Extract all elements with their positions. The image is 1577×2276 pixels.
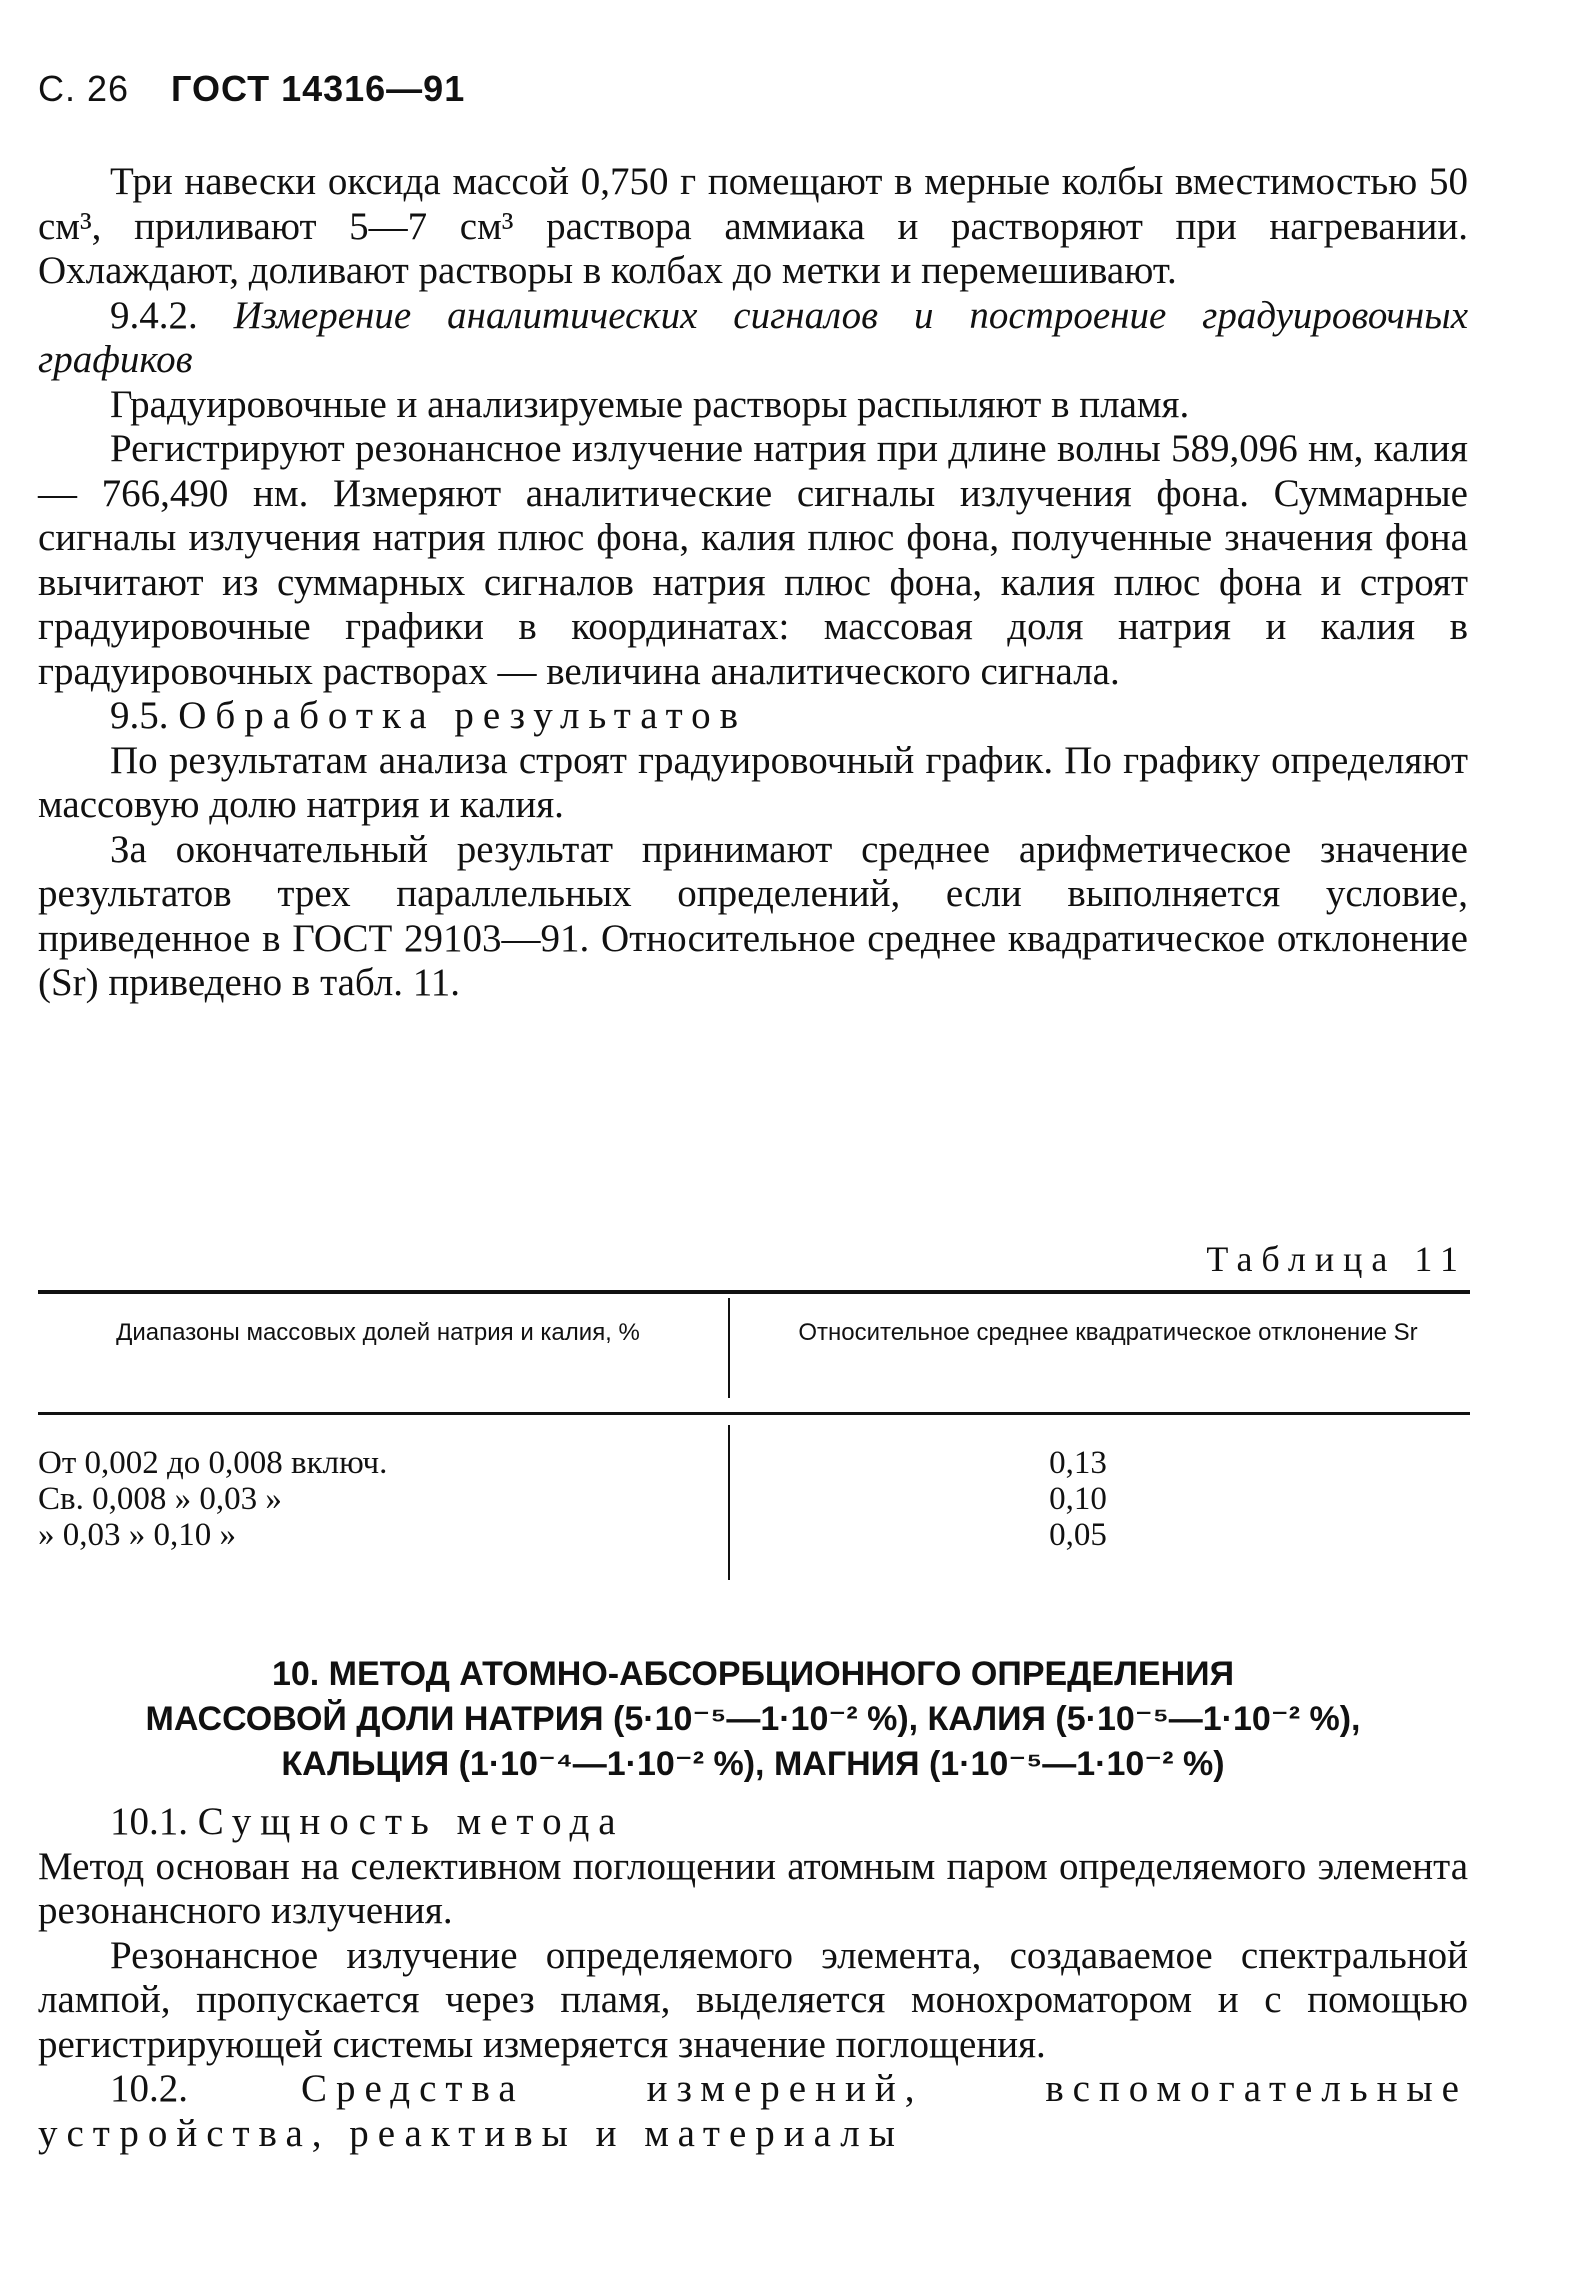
table-divider (728, 1298, 730, 1398)
page-header (38, 68, 465, 110)
body-text-top (38, 160, 1468, 1006)
body-text-bottom (38, 1800, 1468, 2156)
table-cell: Св. 0,008 » 0,03 » (38, 1481, 282, 1517)
subsection-9-4-2: 9.4.2. Измерение аналитических сигналов и построение градуировочных графиков (38, 293, 1468, 381)
table-cell: 0,10 (1049, 1481, 1107, 1517)
table-rule (38, 1412, 1470, 1415)
table-cell: От 0,002 до 0,008 включ. (38, 1445, 388, 1481)
paragraph: Регистрируют резонансное излучение натрия при длине волны 589,096 нм, калия — 766,490 нм. Измеряют аналитические сигналы излучения фона. Суммарные сигналы излучения натрия плюс фона, калия плюс фона, полученные значения фона вычитают из суммарных сигналов натрия плюс фона, калия плюс фона и строят градуировочные графики в координатах: массовая доля натрия и калия в градуировочных растворах — величина аналитического сигнала. (38, 427, 1468, 693)
paragraph: По результатам анализа строят градуировочный график. По графику определяют массовую долю натрия и калия. (38, 738, 1468, 826)
table-rule (38, 1290, 1470, 1294)
standard-code: ГОСТ 14316—91 (171, 68, 466, 109)
table-header-sr: Относительное среднее квадратическое отклонение Sr (798, 1319, 1418, 1346)
subsection-10-1: 10.1. Сущность метода (110, 1800, 625, 1843)
table-header-range: Диапазоны массовых долей натрия и калия, % (116, 1319, 640, 1346)
table-11 (38, 1290, 1470, 1590)
table-caption: Таблица 11 (1206, 1239, 1467, 1279)
table-column-sr (1008, 1445, 1148, 1553)
paragraph: Метод основан на селективном поглощении атомным паром определяемого элемента резонансного излучения. (38, 1844, 1468, 1932)
subsection-9-5: 9.5. Обработка результатов (110, 694, 748, 737)
subsection-title: Измерение аналитических сигналов и построение градуировочных графиков (38, 293, 1468, 381)
table-cell: 0,05 (1049, 1517, 1107, 1553)
table-column-range (38, 1445, 387, 1553)
subsection-title: Средства измерений, вспомогательные устройства, реактивы и материалы (38, 2067, 1468, 2155)
section-10-title: 10. МЕТОД АТОМНО-АБСОРБЦИОННОГО ОПРЕДЕЛЕНИЯ МАССОВОЙ ДОЛИ НАТРИЯ (5·10⁻⁵—1·10⁻² %), КАЛИЯ (5·10⁻⁵—1·10⁻² %), КАЛЬЦИЯ (1·10⁻⁴—1·10⁻² %), МАГНИЯ (1·10⁻⁵—1·10⁻² %) (145, 1655, 1361, 1783)
page-number: С. 26 (38, 68, 130, 109)
subsection-title: Сущность метода (197, 1800, 625, 1843)
table-divider (728, 1425, 730, 1580)
subsection-title: Обработка результатов (178, 694, 748, 737)
subsection-10-2: 10.2. Средства измерений, вспомогательные устройства, реактивы и материалы (38, 2067, 1468, 2155)
paragraph: За окончательный результат принимают среднее арифметическое значение результатов трех параллельных определений, если выполняется условие, приведенное в ГОСТ 29103—91. Относительное среднее квадратическое отклонение (Sr) приведено в табл. 11. (38, 827, 1468, 1004)
table-cell: » 0,03 » 0,10 » (38, 1517, 236, 1553)
table-cell: 0,13 (1049, 1445, 1107, 1481)
paragraph: Градуировочные и анализируемые растворы распыляют в пламя. (110, 382, 1190, 426)
paragraph: Резонансное излучение определяемого элемента, создаваемое спектральной лампой, пропускается через пламя, выделяется монохроматором и с помощью регистрирующей системы измеряется значение поглощения. (38, 1933, 1468, 2066)
paragraph: Три навески оксида массой 0,750 г помещают в мерные колбы вместимостью 50 см³, приливают 5—7 см³ раствора аммиака и растворяют при нагревании. Охлаждают, доливают растворы в колбах до метки и перемешивают. (38, 160, 1468, 292)
